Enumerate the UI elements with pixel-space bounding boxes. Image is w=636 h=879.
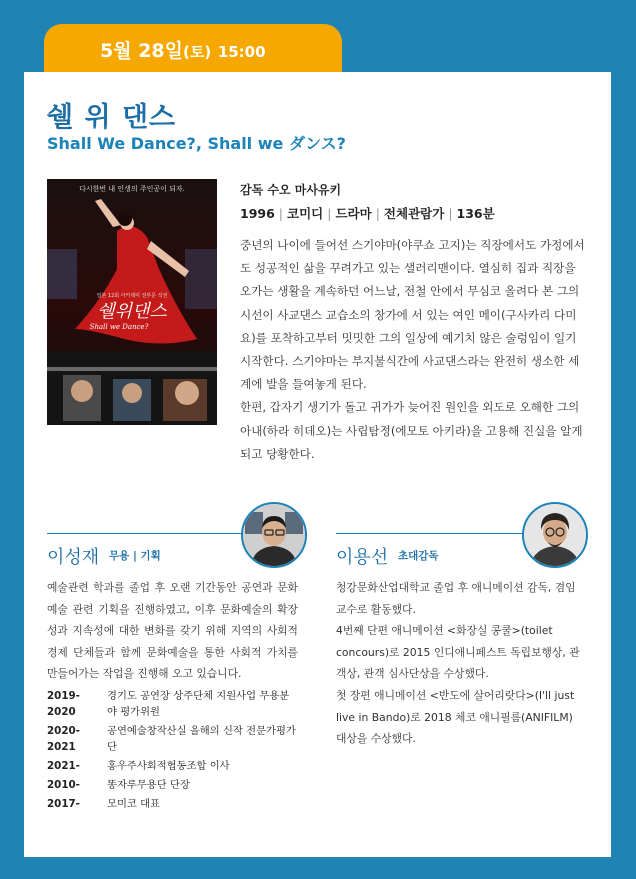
film-poster [47, 179, 217, 425]
poster-small-text: 일본 12회 아카데미 전부문 석권 [96, 293, 168, 299]
divider-rule [336, 533, 526, 534]
film-runtime: 136분 [456, 206, 495, 221]
person-role: 무용 | 기획 [109, 550, 161, 562]
person-name: 이용선 [336, 547, 389, 568]
film-title: 쉘 위 댄스 [47, 102, 177, 133]
career-year: 2021- [47, 760, 80, 772]
film-genre-2: 드라마 [335, 206, 372, 221]
film-meta: 1996 | 코미디 | 드라마 | 전체관람가 | 136분 [240, 206, 495, 221]
film-director: 감독 수오 마사유키 [240, 183, 342, 197]
screening-time: 15:00 [217, 43, 266, 61]
screening-datetime [100, 36, 266, 63]
career-item [47, 796, 297, 812]
person-bio [336, 577, 586, 750]
career-year: 2020-2021 [47, 725, 80, 753]
career-desc: 공연예술창작산실 올해의 신작 전문가평가단 [107, 725, 296, 753]
career-year: 2019-2020 [47, 690, 80, 718]
career-year: 2017- [47, 798, 80, 810]
person-name: 이성재 [47, 547, 100, 568]
career-desc: 경기도 공연장 상주단체 지원사업 무용분야 평가위원 [107, 690, 290, 718]
person-role: 초대감독 [398, 550, 439, 562]
bio-paragraph: 4번째 단편 애니메이션 <화장실 콩쿨>(toilet concours)로 2015 인디애니페스트 독립보행상, 관객상, 관객 심사단상을 수상했다. [336, 624, 580, 681]
film-rating: 전체관람가 [383, 206, 445, 221]
bio-paragraph: 예술관련 학과를 졸업 후 오랜 기간동안 공연과 문화예술 관련 기획을 진행하였고, 이후 문화예술의 확장성과 지속성에 대한 변화를 갖기 위해 지역의 사회적경제 단체들과 함께 문화예술을 통한 사회적 가치를 만들어가는 작업을 진행해 오고 있습니다. [47, 581, 298, 681]
career-desc: 모미코 대표 [107, 798, 161, 810]
avatar-lee-seongjae [241, 502, 307, 568]
avatar-lee-yongseon [522, 502, 588, 568]
career-item [47, 723, 297, 755]
film-genre-1: 코미디 [287, 206, 324, 221]
career-desc: 홍우주사회적협동조합 이사 [107, 760, 230, 772]
person-bio [47, 577, 298, 685]
screening-date: 5월 28일 [100, 40, 183, 62]
poster-tagline: 다시한번 내 인생의 주인공이 되자. [79, 185, 185, 193]
synopsis-paragraph: 한편, 갑자기 생기가 돌고 귀가가 늦어진 원인을 외도로 오해한 그의 아내(하라 히데오)는 사립탐정(에모토 아키라)을 고용해 진실을 알게 되고 당황한다. [240, 400, 583, 461]
bio-paragraph: 첫 장편 애니메이션 <반도에 살어리랏다>(I'll just live in Bando)로 2018 체코 애니필름(ANIFILM) 대상을 수상했다. [336, 688, 575, 746]
poster-en-title: Shall we Dance? [89, 323, 149, 331]
screening-day: (토) [182, 43, 212, 61]
divider-rule [47, 533, 247, 534]
film-synopsis [240, 234, 586, 466]
film-subtitle: Shall We Dance?, Shall we ダンス? [47, 134, 346, 153]
career-desc: 똥자루무용단 단장 [107, 779, 190, 791]
poster-title: 쉘위댄스 [97, 301, 167, 322]
career-year: 2010- [47, 779, 80, 791]
synopsis-paragraph: 중년의 나이에 들어선 스기야마(야쿠쇼 고지)는 직장에서도 가정에서도 성공적인 삶을 꾸려가고 있는 샐러리맨이다. 열심히 집과 직장을 오가는 생활을 계속하던 어느날, 전철 안에서 무심코 올려다 본 그의 시선이 사교댄스 교습소의 창가에 서 있는 여인 메이(구사카리 다미요)를 포착하고부터 밋밋한 그의 일상에 예기치 않은 술렁임이 일기 시작한다. 스기야마는 부지불식간에 사교댄스라는 완전히 생소한 세계에 발을 들여놓게 된다. [240, 238, 585, 392]
film-year: 1996 [240, 206, 275, 221]
career-item [47, 777, 297, 793]
career-list [47, 688, 297, 815]
bio-paragraph: 청강문화산업대학교 졸업 후 애니메이션 감독, 겸임교수로 활동했다. [336, 581, 576, 616]
career-item [47, 688, 297, 720]
career-item [47, 758, 297, 774]
